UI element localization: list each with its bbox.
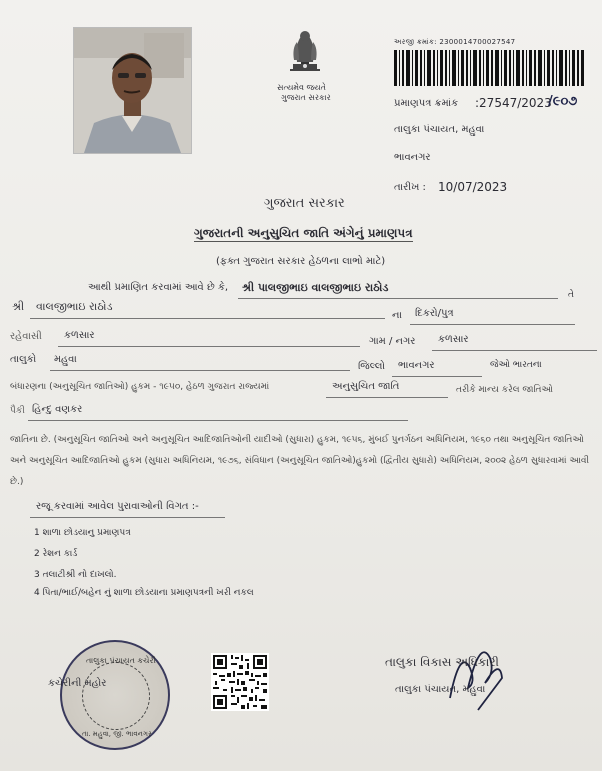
certificate-number-handwritten: /૯૦૭	[548, 94, 578, 109]
district-label: જિલ્લો	[358, 361, 385, 372]
resident-value: કળસાર	[64, 330, 95, 341]
resident-line	[58, 346, 360, 347]
evidence-heading: રજૂ કરવામાં આવેલ પુરાવાઓની વિગત :-	[36, 501, 199, 512]
office-district: ભાવનગર	[394, 152, 431, 163]
village-line	[432, 350, 597, 351]
category-value: અનુસુચિત જાતિ	[332, 381, 400, 392]
government-title: ગુજરાત સરકાર	[264, 196, 345, 211]
signature-icon	[440, 628, 510, 713]
applicant-photo	[73, 27, 192, 154]
office-name: તાલુકા પંચાયત, મહુવા	[394, 124, 485, 135]
order-text: બંધારણના (અનુસૂચિત જાતિઓ) હુકમ - ૧૯૫૦, હેઠળ ગુજરાત રાજ્યમાં	[10, 382, 270, 392]
national-emblem-icon	[275, 20, 335, 82]
na-text: ના	[392, 310, 402, 321]
certificate-subtitle: (ફક્ત ગુજરાત સરકાર હેઠળના લાભો માટે)	[216, 256, 386, 267]
seal-bottom-text: તા. મહુવા, જી. ભાવનગર	[82, 730, 152, 738]
te-text: તે	[568, 290, 574, 300]
shri-prefix: શ્રી	[12, 300, 25, 313]
barcode	[394, 38, 586, 88]
evidence-item-1: 1 શાળા છોડયાનુ પ્રમાણપત્ર	[34, 528, 131, 538]
office-seal-icon	[60, 640, 170, 750]
certify-text: આથી પ્રમાણિત કરવામાં આવે છે કે,	[88, 282, 229, 293]
category-line	[326, 397, 448, 398]
taluka-value: મહુવા	[54, 354, 77, 365]
seal-label: કચેરીની મહોર	[48, 678, 107, 689]
caste-line	[28, 420, 408, 421]
person-name: શ્રી પાલજીભાઇ વાલજીભાઇ રાઠોડ	[242, 281, 389, 294]
evidence-heading-line	[30, 517, 225, 518]
taluka-label: તાલુકો	[10, 354, 37, 365]
evidence-item-3: 3 તલાટીશ્રી નો દાખલો.	[34, 570, 117, 580]
district-line	[392, 376, 482, 377]
seal-ring-text: તાલુકા પંચાયત કચેરી	[86, 656, 156, 665]
emblem-caption-2: ગુજરાત સરકાર	[281, 93, 331, 102]
evidence-item-4: 4 પિતા/ભાઈ/બહેન નું શાળા છોડયાના પ્રમાણપત્રની ખરી નકલ	[34, 588, 254, 598]
officer-office: તાલુકા પંચાયત, મહુવા	[395, 684, 486, 695]
date-value: 10/07/2023	[438, 180, 508, 194]
date-label: તારીખ :	[394, 182, 426, 193]
relation-line	[410, 324, 575, 325]
barcode-number: અરજી ક્રમાંક: 2300014700027547	[394, 38, 516, 46]
resident-label: રહેવાસી	[10, 331, 42, 342]
caste-label: પૈકી	[10, 406, 25, 416]
taluka-line	[50, 370, 350, 371]
qr-code-icon	[211, 653, 269, 711]
father-name-line	[30, 318, 385, 319]
evidence-item-2: 2 રેશન કાર્ડ	[34, 549, 78, 559]
village-value: કળસાર	[438, 334, 469, 345]
father-name: વાલજીભાઇ રાઠોડ	[36, 300, 113, 313]
person-name-line	[238, 298, 558, 299]
recognized-text: તરીકે માન્ય કરેલ જાતિઓ	[456, 385, 553, 395]
caste-value: હિન્દુ વણકર	[32, 404, 83, 415]
seal-inner-ring	[82, 662, 150, 730]
emblem-caption-1: સત્યમેવ જયતે	[277, 83, 326, 92]
barcode-bars	[394, 50, 584, 86]
officer-title: તાલુકા વિકાસ અધિકારી	[385, 655, 499, 669]
certificate-title: ગુજરાતની અનુસુચિત જાતિ અંગેનું પ્રમાણપત્ર	[194, 226, 413, 240]
certificate-number-value: :27547/2023	[475, 96, 552, 110]
legal-paragraph: જાતિના છે. (અનુસૂચિત જાતિઓ અને અનુસૂચિત આદિજાતિઓની યાદીઓ (સુધારા) હુકમ, ૧૯૫૬, મુંબઈ પુનર્ગઠન અધિનિયમ, ૧૯૬૦ તથા અનુસૂચિત જાતિઓ અને અનુસૂચિત આદિજાતિઓ હુકમ (સુધારા અધિનિયમ, ૧૯૭૬, સંવિધાન (અનુસૂચિત જાતિઓ)હુકમો (દ્વિતીય સુધારો) અધિનિયમ, ૨૦૦૨ હેઠળ સુધારવામાં આવી છે.)	[10, 435, 590, 487]
certificate-number-label: પ્રમાણપત્ર ક્રમાંક	[394, 98, 459, 109]
village-label: ગામ / નગર	[369, 336, 416, 347]
country-text: જેઓ ભારતના	[490, 360, 542, 370]
district-value: ભાવનગર	[398, 360, 435, 371]
relation-value: દિકરો/પુત્ર	[415, 308, 454, 319]
